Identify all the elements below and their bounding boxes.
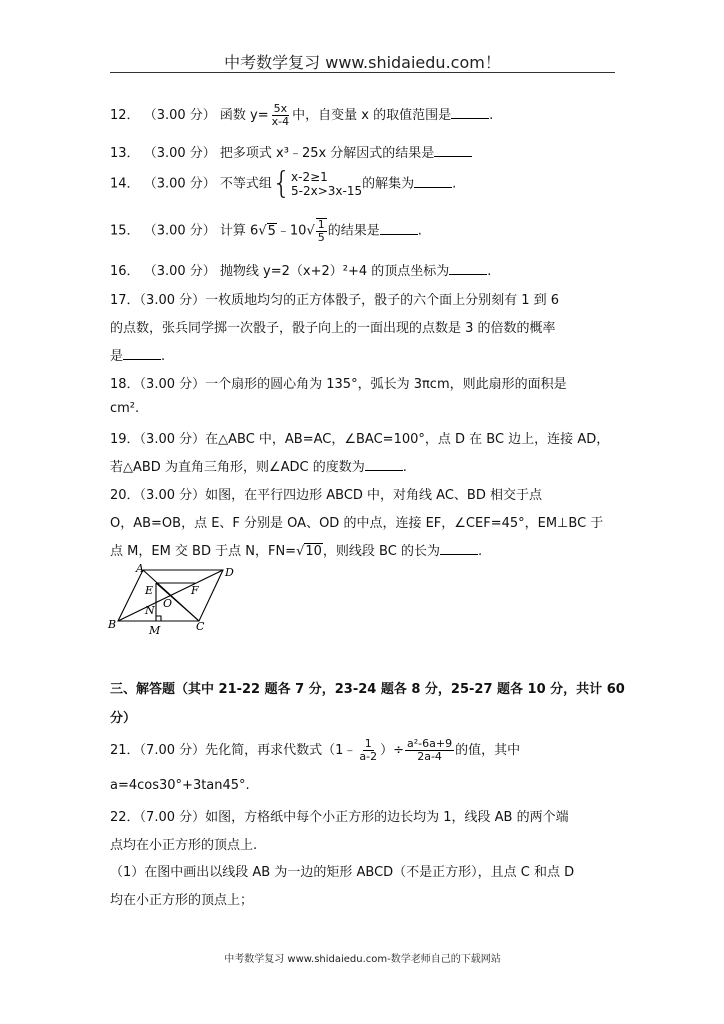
q12-score: （3.00 分） [143, 108, 216, 123]
question-22-line-1: 22．（7.00 分）如图，方格纸中每个小正方形的边长均为 1，线段 AB 的两个端 [110, 810, 569, 825]
question-20-line-3 [110, 540, 482, 559]
q14-number: 14． [110, 176, 140, 192]
q15-mid: ﹣10 [276, 223, 307, 239]
q12-end: . [489, 108, 494, 123]
question-17-line-3 [110, 345, 165, 364]
question-18-line-2: cm². [110, 401, 140, 416]
section-3-heading-line-1: 三、解答题（其中 21-22 题各 7 分，23-24 题各 8 分，25-27 题各 10 分，共计 60 [110, 682, 625, 697]
q13-score: （3.00 分） [143, 146, 216, 161]
question-17-line-1: 17．（3.00 分）一枚质地均匀的正方体骰子，骰子的六个面上分别刻有 1 到 6 [110, 293, 560, 308]
q12-pre: 函数 y= [219, 108, 269, 123]
answer-blank [380, 224, 418, 235]
parallelogram-figure [105, 562, 240, 640]
q15-frac-num: 1 [317, 218, 325, 231]
label-o: O [163, 597, 173, 610]
answer-blank [451, 108, 489, 119]
q20-line3-pre: 点 M，EM 交 BD 于点 N，FN= [110, 544, 297, 559]
question-16 [110, 260, 491, 279]
q15-pre: 计算 6 [219, 223, 259, 239]
answer-blank [414, 177, 452, 188]
q21-pre: 21．（7.00 分）先化简，再求代数式（1﹣ [110, 743, 357, 758]
answer-blank [449, 264, 487, 275]
inequality-1: x-2≥1 [291, 170, 328, 184]
q20-sqrt: 10 [305, 544, 322, 559]
q13-number: 13． [110, 146, 140, 161]
label-b: B [108, 618, 117, 631]
answer-blank [434, 146, 472, 157]
label-e: E [145, 584, 154, 597]
q15-frac-den: 5 [317, 231, 325, 244]
q14-post: 的解集为 [362, 176, 415, 192]
q17-end: . [161, 349, 166, 364]
q16-end: . [487, 264, 492, 279]
q13-text: 把多项式 x³﹣25x 分解因式的结果是 [219, 146, 435, 161]
page-footer: 中考数学复习 www.shidaiedu.com-数学老师自己的下载网站 [224, 954, 501, 965]
q20-end: . [477, 544, 483, 559]
label-a: A [136, 562, 144, 575]
sqrt-icon: √ [306, 223, 315, 239]
question-22-line-4: 均在小正方形的顶点上； [110, 893, 254, 908]
sqrt-icon: √ [296, 544, 305, 559]
q21-f2-num: a²-6a+9 [407, 737, 453, 750]
q21-mid: ）÷ [380, 743, 405, 758]
page-header: 中考数学复习 www.shidaiedu.com！ [224, 53, 501, 72]
q12-frac-num: 5x [273, 102, 288, 115]
label-d: D [225, 566, 234, 579]
q14-end: . [452, 176, 457, 192]
sqrt-icon: √ [258, 223, 267, 239]
label-f: F [191, 584, 199, 597]
question-21-line-1 [110, 738, 520, 763]
q16-text: 抛物线 y=2（x+2）²+4 的顶点坐标为 [219, 264, 450, 279]
q15-score: （3.00 分） [143, 223, 216, 239]
answer-blank [123, 349, 161, 360]
inequality-system [291, 170, 362, 198]
q12-post: 中，自变量 x 的取值范围是 [292, 108, 452, 123]
answer-blank [440, 544, 478, 555]
question-19-line-2 [110, 456, 407, 475]
q19-line2-pre: 若△ABD 为直角三角形，则∠ADC 的度数为 [110, 460, 365, 475]
q16-score: （3.00 分） [143, 264, 216, 279]
question-14 [110, 166, 457, 201]
label-m: M [149, 624, 161, 637]
question-18-line-1: 18．（3.00 分）一个扇形的圆心角为 135°，弧长为 3πcm，则此扇形的面积是 [110, 377, 567, 392]
left-brace-symbol: { [271, 166, 292, 201]
right-angle-mark [156, 616, 161, 621]
q21-post: 的值，其中 [455, 743, 521, 758]
question-19-line-1: 19．（3.00 分）在△ABC 中，AB=AC，∠BAC=100°，点 D 在 BC 边上，连接 AD， [110, 432, 610, 447]
q16-number: 16． [110, 264, 140, 279]
question-22-line-3: （1）在图中画出以线段 AB 为一边的矩形 ABCD（不是正方形），且点 C 和点 D [110, 865, 575, 880]
question-15 [110, 218, 422, 244]
q12-frac-den: x-4 [271, 115, 290, 128]
q21-f2-den: 2a-4 [417, 750, 442, 763]
q12-number: 12． [110, 108, 140, 123]
q15-post: 的结果是 [327, 223, 380, 239]
question-22-line-2: 点均在小正方形的顶点上. [110, 838, 258, 853]
q15-fraction [316, 218, 327, 244]
question-12 [110, 103, 493, 128]
section-3-heading-line-2: 分） [110, 711, 137, 726]
q17-line3-pre: 是 [110, 349, 124, 364]
q21-f1-den: a-2 [359, 750, 378, 763]
q21-f1-num: 1 [364, 737, 372, 750]
answer-blank [365, 460, 403, 471]
question-13 [110, 142, 472, 161]
q21-fraction-2 [405, 738, 454, 763]
header-divider [110, 72, 615, 73]
q15-end: . [417, 223, 422, 239]
q19-end: . [402, 460, 407, 475]
label-n: N [145, 604, 155, 617]
question-17-line-2: 的点数，张兵同学掷一次骰子，骰子向上的一面出现的点数是 3 的倍数的概率 [110, 321, 556, 336]
q12-fraction [270, 103, 291, 128]
question-20-line-2: O，AB=OB，点 E、F 分别是 OA、OD 的中点，连接 EF，∠CEF=45°，EM⊥BC 于 [110, 516, 604, 531]
question-21-line-2: a=4cos30°+3tan45°. [110, 778, 250, 793]
q21-fraction-1 [357, 738, 379, 763]
q14-score: （3.00 分） [143, 176, 216, 192]
question-20-line-1: 20．（3.00 分）如图，在平行四边形 ABCD 中，对角线 AC、BD 相交于点 [110, 488, 542, 503]
q14-pre: 不等式组 [219, 176, 272, 192]
label-c: C [196, 620, 205, 633]
q15-sqrt1: 5 [267, 223, 276, 239]
q20-line3-post: ，则线段 BC 的长为 [322, 544, 440, 559]
q15-number: 15． [110, 223, 140, 239]
inequality-2: 5-2x>3x-15 [291, 184, 363, 198]
